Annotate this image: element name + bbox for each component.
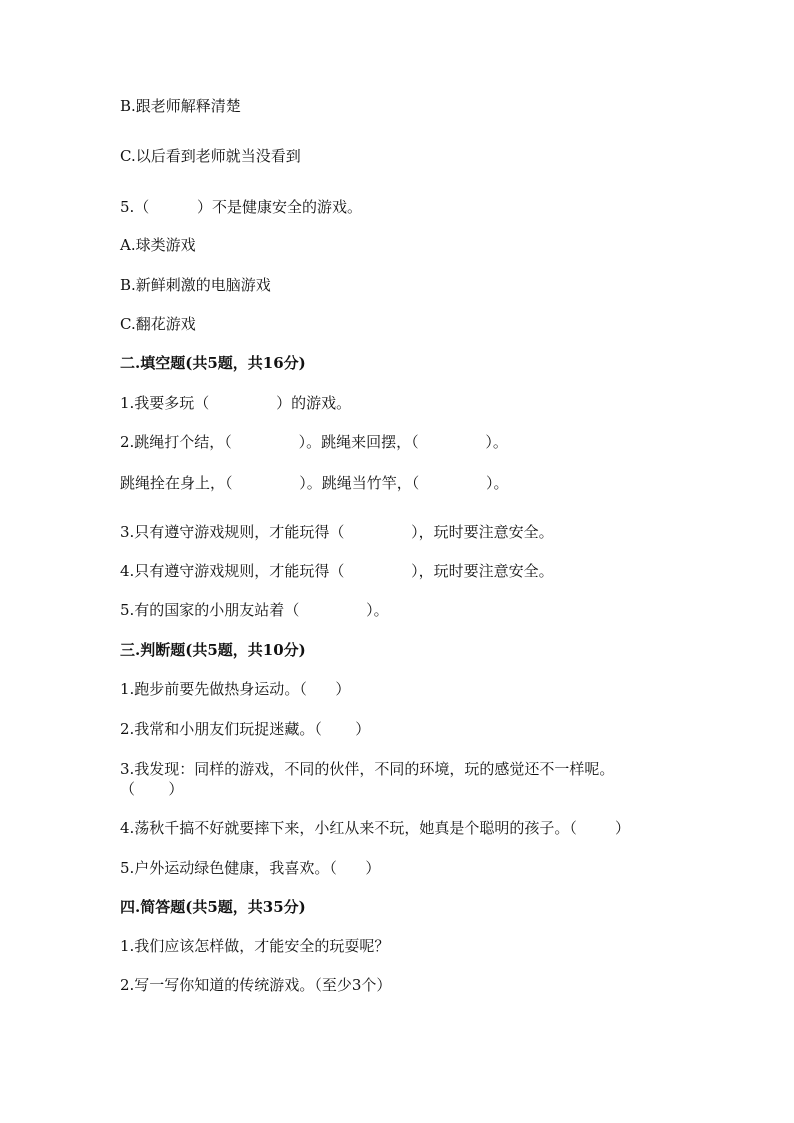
judgment-question-2: 2.我常和小朋友们玩捉迷藏。（ ） xyxy=(120,720,371,738)
short-answer-question-2: 2.写一写你知道的传统游戏。（至少3个） xyxy=(120,976,392,994)
fill-question-2b: 跳绳拴在身上，（ ）。跳绳当竹竿，（ ）。 xyxy=(120,474,509,492)
short-answer-question-1: 1.我们应该怎样做，才能安全的玩耍呢？ xyxy=(120,937,390,955)
judgment-question-3: 3.我发现：同样的游戏，不同的伙伴，不同的环境，玩的感觉还不一样呢。 xyxy=(120,760,615,778)
section-short-answer-title: 四.简答题(共5题，共35分) xyxy=(120,898,306,916)
option-b-explain: B.跟老师解释清楚 xyxy=(120,97,241,115)
fill-question-1: 1.我要多玩（ ）的游戏。 xyxy=(120,394,352,412)
section-fill-in-title: 二.填空题(共5题，共16分) xyxy=(120,354,306,372)
option-b-computer-games: B.新鲜刺激的电脑游戏 xyxy=(120,276,271,294)
question-5-choice: 5.（ ）不是健康安全的游戏。 xyxy=(120,198,362,216)
fill-question-2a: 2.跳绳打个结，（ ）。跳绳来回摆，（ ）。 xyxy=(120,433,508,451)
judgment-question-5: 5.户外运动绿色健康，我喜欢。（ ） xyxy=(120,859,381,877)
section-judgment-title: 三.判断题(共5题，共10分) xyxy=(120,641,306,659)
fill-question-5: 5.有的国家的小朋友站着（ ）。 xyxy=(120,601,389,619)
fill-question-4: 4.只有遵守游戏规则，才能玩得（ ），玩时要注意安全。 xyxy=(120,562,554,580)
fill-question-3: 3.只有遵守游戏规则，才能玩得（ ），玩时要注意安全。 xyxy=(120,523,554,541)
judgment-question-1: 1.跑步前要先做热身运动。（ ） xyxy=(120,680,351,698)
option-c-string-games: C.翻花游戏 xyxy=(120,315,196,333)
judgment-question-3-blank: （ ） xyxy=(120,780,184,798)
option-a-ball-games: A.球类游戏 xyxy=(120,236,196,254)
judgment-question-4: 4.荡秋千搞不好就要摔下来，小红从来不玩，她真是个聪明的孩子。（ ） xyxy=(120,819,630,837)
option-c-ignore: C.以后看到老师就当没看到 xyxy=(120,147,301,165)
